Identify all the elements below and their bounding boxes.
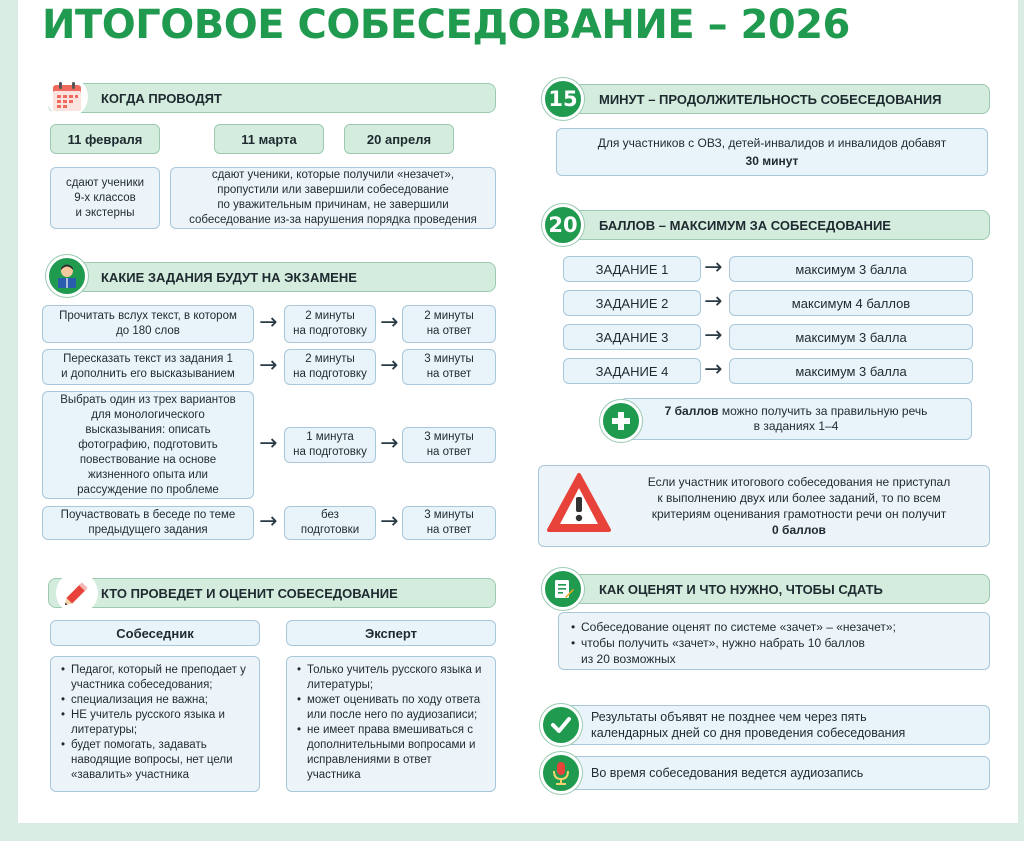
results-box: Результаты объявят не позднее чем через пять календарных дней со дня проведения собеседования [556,705,990,745]
warning-bold: 0 баллов [772,523,826,537]
arrow-right-icon: → [704,357,723,382]
assessment-list-box [558,612,990,670]
duration-number: 15 [542,78,584,120]
task-3-answer: 3 минуты на ответ [402,427,496,463]
points-header-label: БАЛЛОВ – МАКСИМУМ ЗА СОБЕСЕДОВАНИЕ [599,217,891,233]
duration-note-box [556,128,988,176]
arrow-right-icon: → [259,509,278,534]
points-header [546,210,990,240]
when-header [48,83,496,113]
duration-note-bold: 30 минут [745,153,799,168]
pencil-icon [56,572,98,614]
list-item: • чтобы получить «зачет», нужно набрать 10 баллов из 20 возможных [569,635,979,667]
task-4-description: Поучаствовать в беседе по теме предыдущего задания [42,506,254,540]
date-pill-1: 11 февраля [50,124,160,154]
audio-box: Во время собеседования ведется аудиозапись [556,756,990,790]
arrow-right-icon: → [704,289,723,314]
warning-triangle-icon [546,472,612,539]
task-2-answer: 3 минуты на ответ [402,349,496,385]
warning-text: Если участник итогового собеседования не приступал к выполнению двух или более заданий, то по всем критериям оценивания грамотности речи он получит [647,475,951,521]
list-item: • может оценивать по ходу ответа или после него по аудиозаписи; [295,693,487,723]
arrow-right-icon: → [380,509,399,534]
tasks-header-label: КАКИЕ ЗАДАНИЯ БУДУТ НА ЭКЗАМЕНЕ [101,269,357,285]
tasks-header [48,262,496,292]
arrow-right-icon: → [259,353,278,378]
task-4-prep: без подготовки [284,506,376,540]
date-pill-2: 11 марта [214,124,324,154]
task-2-prep: 2 минуты на подготовку [284,349,376,385]
bonus-box [620,398,972,440]
task-4-answer: 3 минуты на ответ [402,506,496,540]
who-header-label: КТО ПРОВЕДЕТ И ОЦЕНИТ СОБЕСЕДОВАНИЕ [101,585,398,601]
document-icon [542,568,584,610]
arrow-right-icon: → [380,353,399,378]
first-attempt-note: сдают ученики 9-х классов и экстерны [50,167,160,229]
score-task-3: ЗАДАНИЕ 3 [563,324,701,350]
score-task-1: ЗАДАНИЕ 1 [563,256,701,282]
arrow-right-icon: → [380,431,399,456]
calendar-icon [46,76,88,118]
assessment-list [569,619,979,667]
duration-header-label: МИНУТ – ПРОДОЛЖИТЕЛЬНОСТЬ СОБЕСЕДОВАНИЯ [599,91,942,107]
duration-header [546,84,990,114]
who-header [48,578,496,608]
interviewer-list [59,663,251,783]
list-item: • Только учитель русского языка и литературы; [295,663,487,693]
plus-icon [600,400,642,442]
list-item: • специализация не важна; [59,693,251,708]
expert-list-box [286,656,496,792]
expert-list [295,663,487,783]
list-item: • будет помогать, задавать наводящие вопросы, нет цели «завалить» участника [59,738,251,783]
assessment-header [546,574,990,604]
score-max-2: максимум 4 баллов [729,290,973,316]
bonus-bold: 7 баллов [664,404,719,418]
score-max-4: максимум 3 балла [729,358,973,384]
retake-note: сдают ученики, которые получили «незачет», пропустили или завершили собеседование по уважительным причинам, не завершили собеседование из-за нарушения порядка проведения [170,167,496,229]
check-icon [540,704,582,746]
list-item: • НЕ учитель русского языка и литературы; [59,708,251,738]
score-max-1: максимум 3 балла [729,256,973,282]
task-3-description: Выбрать один из трех вариантов для монологического высказывания: описать фотографию, подготовить повествование на основе жизненного опыта или рассуждение по проблеме [42,391,254,499]
arrow-right-icon: → [704,255,723,280]
duration-note: Для участников с ОВЗ, детей-инвалидов и инвалидов добавят [597,135,947,150]
points-number: 20 [542,204,584,246]
interviewer-title: Собеседник [50,620,260,646]
arrow-right-icon: → [259,310,278,335]
score-max-3: максимум 3 балла [729,324,973,350]
student-reading-icon [46,255,88,297]
list-item: • Педагог, который не преподает у участника собеседования; [59,663,251,693]
bonus-text-2: в заданиях 1–4 [753,419,839,433]
microphone-icon [540,752,582,794]
page-title: ИТОГОВОЕ СОБЕСЕДОВАНИЕ – 2026 [42,2,850,48]
task-2-description: Пересказать текст из задания 1 и дополнить его высказыванием [42,349,254,385]
score-task-2: ЗАДАНИЕ 2 [563,290,701,316]
expert-title: Эксперт [286,620,496,646]
task-1-answer: 2 минуты на ответ [402,305,496,343]
when-header-label: КОГДА ПРОВОДЯТ [101,90,222,106]
list-item: • не имеет права вмешиваться с дополнительными вопросами и исправлениями в ответ участника [295,723,487,783]
score-task-4: ЗАДАНИЕ 4 [563,358,701,384]
arrow-right-icon: → [380,310,399,335]
interviewer-list-box [50,656,260,792]
arrow-right-icon: → [259,431,278,456]
date-pill-3: 20 апреля [344,124,454,154]
task-1-prep: 2 минуты на подготовку [284,305,376,343]
task-1-description: Прочитать вслух текст, в котором до 180 слов [42,305,254,343]
arrow-right-icon: → [704,323,723,348]
task-3-prep: 1 минута на подготовку [284,427,376,463]
list-item: • Собеседование оценят по системе «зачет» – «незачет»; [569,619,979,635]
bonus-text: можно получить за правильную речь [718,404,928,418]
assessment-header-label: КАК ОЦЕНЯТ И ЧТО НУЖНО, ЧТОБЫ СДАТЬ [599,581,883,597]
